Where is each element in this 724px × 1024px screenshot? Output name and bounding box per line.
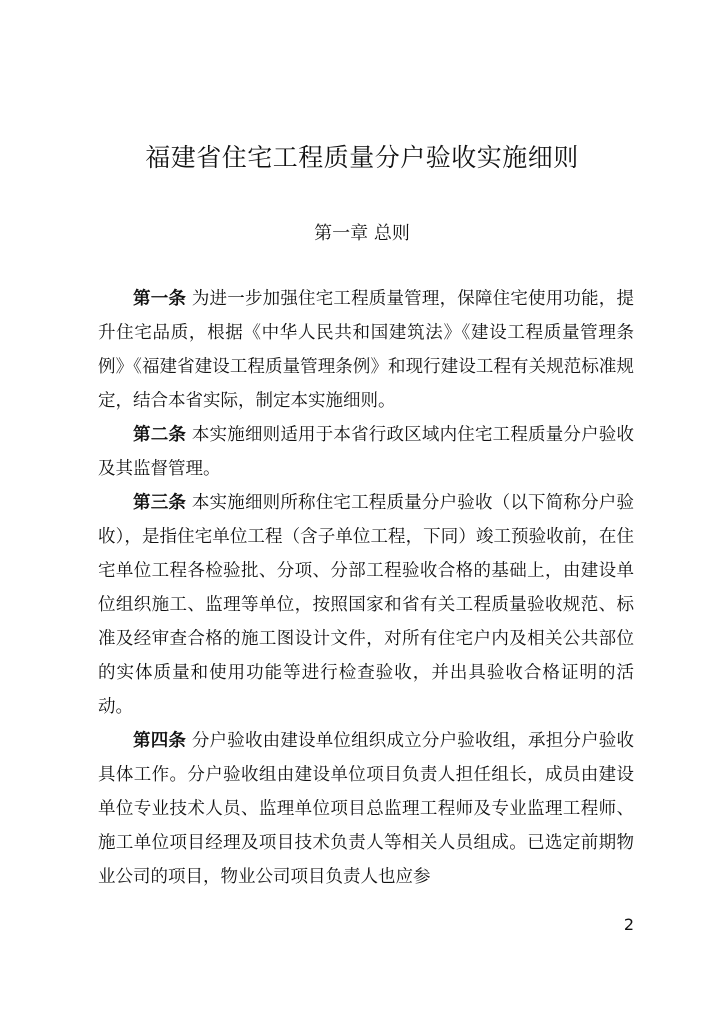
chapter-heading: 第一章 总则	[314, 223, 410, 244]
article-text: 分户验收由建设单位组织成立分户验收组，承担分户验收具体工作。分户验收组由建设单位项目负责人担任组长，成员由建设单位专业技术人员、监理单位项目总监理工程师及专业监理工程师、施工单位项目经理及项目技术负责人等相关人员组成。已选定前期物业公司的项目，物业公司项目负责人也应参	[98, 731, 635, 887]
article-number: 第三条	[133, 493, 187, 513]
document-body	[98, 282, 634, 894]
article-text: 本实施细则适用于本省行政区域内住宅工程质量分户验收及其监督管理。	[98, 425, 635, 479]
page-number: 2	[623, 915, 634, 934]
article-paragraph	[98, 724, 634, 894]
article-paragraph	[98, 418, 634, 486]
article-paragraph	[98, 486, 634, 724]
article-text: 本实施细则所称住宅工程质量分户验收（以下简称分户验收），是指住宅单位工程（含子单位工程，下同）竣工预验收前，在住宅单位工程各检验批、分项、分部工程验收合格的基础上，由建设单位组织施工、监理等单位，按照国家和省有关工程质量验收规范、标准及经审查合格的施工图设计文件，对所有住宅户内及相关公共部位的实体质量和使用功能等进行检查验收，并出具验收合格证明的活动。	[98, 493, 635, 717]
article-text: 为进一步加强住宅工程质量管理，保障住宅使用功能，提升住宅品质，根据《中华人民共和国建筑法》《建设工程质量管理条例》《福建省建设工程质量管理条例》和现行建设工程有关规范标准规定，结合本省实际，制定本实施细则。	[98, 289, 635, 411]
article-number: 第一条	[133, 289, 187, 309]
article-number: 第二条	[133, 425, 187, 445]
document-title: 福建省住宅工程质量分户验收实施细则	[145, 143, 579, 172]
article-paragraph	[98, 282, 634, 418]
article-number: 第四条	[133, 731, 187, 751]
